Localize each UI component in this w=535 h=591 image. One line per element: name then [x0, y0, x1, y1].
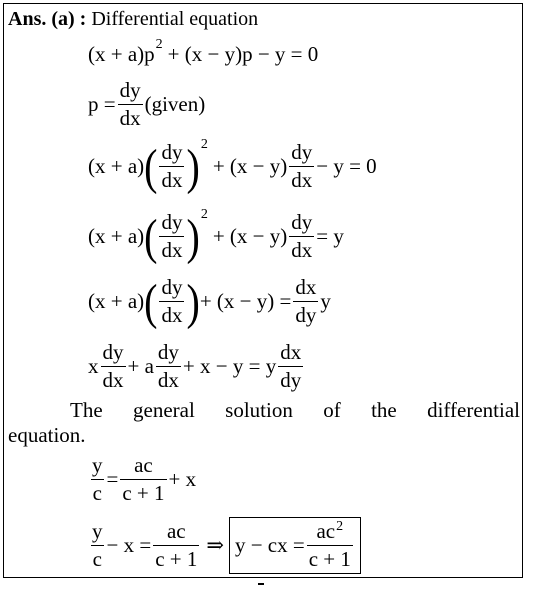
- eq5-part-c: y: [320, 289, 331, 313]
- solution-paragraph: [8, 398, 520, 448]
- sol1-equals: =: [106, 467, 119, 491]
- sol2-fraction-1: $\frac{y}{c}$: [92, 519, 103, 571]
- eq3-part-c: − y = 0: [316, 154, 377, 178]
- final-answer-lhs: y − cx =: [234, 533, 305, 557]
- eq6-fraction-1: $\frac{dy}{dx}$: [102, 340, 124, 392]
- eq6-fraction-3: $\frac{dx}{dy}$: [280, 340, 302, 392]
- eq6-part-b: + a: [127, 354, 154, 378]
- eq3-exponent: 2: [200, 136, 208, 152]
- heading-title: Differential equation: [91, 8, 259, 30]
- eq1-part-a: (x + a)p: [88, 42, 155, 66]
- final-answer-box: [229, 517, 361, 574]
- equation-line-4: (x + a) ( $\frac{dy}{dx}$ ) 2 + (x − y) $\frac{dy}{dx}$ = y: [88, 206, 344, 264]
- solution-line-2: [88, 517, 361, 574]
- eq5-part-b: + (x − y) =: [199, 289, 292, 313]
- eq4-fraction-2: $\frac{dy}{dx}$: [291, 210, 313, 262]
- eq5-fraction-2: $\frac{dx}{dy}$: [295, 275, 317, 327]
- equation-line-2: [88, 80, 205, 129]
- sol1-tail: + x: [168, 467, 197, 491]
- eq4-part-b: + (x − y): [212, 224, 288, 248]
- equation-line-1: [88, 36, 319, 66]
- answer-heading: [8, 9, 258, 29]
- solution-line-1: [88, 455, 196, 504]
- eq6-part-c: + x − y = y: [182, 354, 277, 378]
- final-answer-fraction: $\frac{ac^2}{c + 1}$: [308, 519, 351, 571]
- equation-line-6: [88, 342, 305, 391]
- eq6-part-a: x: [88, 354, 99, 378]
- paragraph-line-1: The general solution of the differential: [70, 398, 520, 422]
- eq4-part-a: (x + a): [88, 224, 145, 248]
- eq6-fraction-2: $\frac{dy}{dx}$: [157, 340, 179, 392]
- eq4-part-c: = y: [316, 224, 344, 248]
- eq5-part-a: (x + a): [88, 289, 145, 313]
- paragraph-line-2: equation.: [8, 423, 86, 447]
- eq1-exponent: 2: [155, 36, 163, 52]
- sol2-fraction-2: $\frac{ac}{c + 1}$: [155, 519, 198, 571]
- eq2-numerator: dy: [119, 78, 141, 102]
- eq2-note: (given): [144, 92, 206, 116]
- answer-label: Ans. (a) :: [8, 8, 87, 30]
- eq3-part-a: (x + a): [88, 154, 145, 178]
- eq2-lhs: p =: [88, 92, 116, 116]
- sol1-fraction-2: $\frac{ac}{c + 1}$: [122, 453, 165, 505]
- eq2-fraction: [118, 80, 143, 129]
- eq3-fraction-1: $\frac{dy}{dx}$: [161, 140, 183, 192]
- eq4-exponent: 2: [200, 206, 208, 222]
- eq3-fraction-2: $\frac{dy}{dx}$: [291, 140, 313, 192]
- eq4-fraction-1: $\frac{dy}{dx}$: [161, 210, 183, 262]
- eq2-denominator: dx: [119, 106, 141, 130]
- sol2-mid: − x =: [106, 533, 152, 557]
- page-mark: [258, 583, 264, 585]
- eq3-part-b: + (x − y): [212, 154, 288, 178]
- equation-line-5: (x + a) ( $\frac{dy}{dx}$ ) + (x − y) = $\frac{dx}{dy}$ y: [88, 272, 331, 329]
- eq1-part-b: + (x − y)p − y = 0: [167, 42, 319, 66]
- eq5-fraction-1: $\frac{dy}{dx}$: [161, 275, 183, 327]
- equation-line-3: (x + a) ( $\frac{dy}{dx}$ ) 2 + (x − y) $\frac{dy}{dx}$ − y = 0: [88, 136, 377, 194]
- sol1-fraction-1: $\frac{y}{c}$: [92, 453, 103, 505]
- implies-arrow-icon: ⇒: [206, 533, 224, 557]
